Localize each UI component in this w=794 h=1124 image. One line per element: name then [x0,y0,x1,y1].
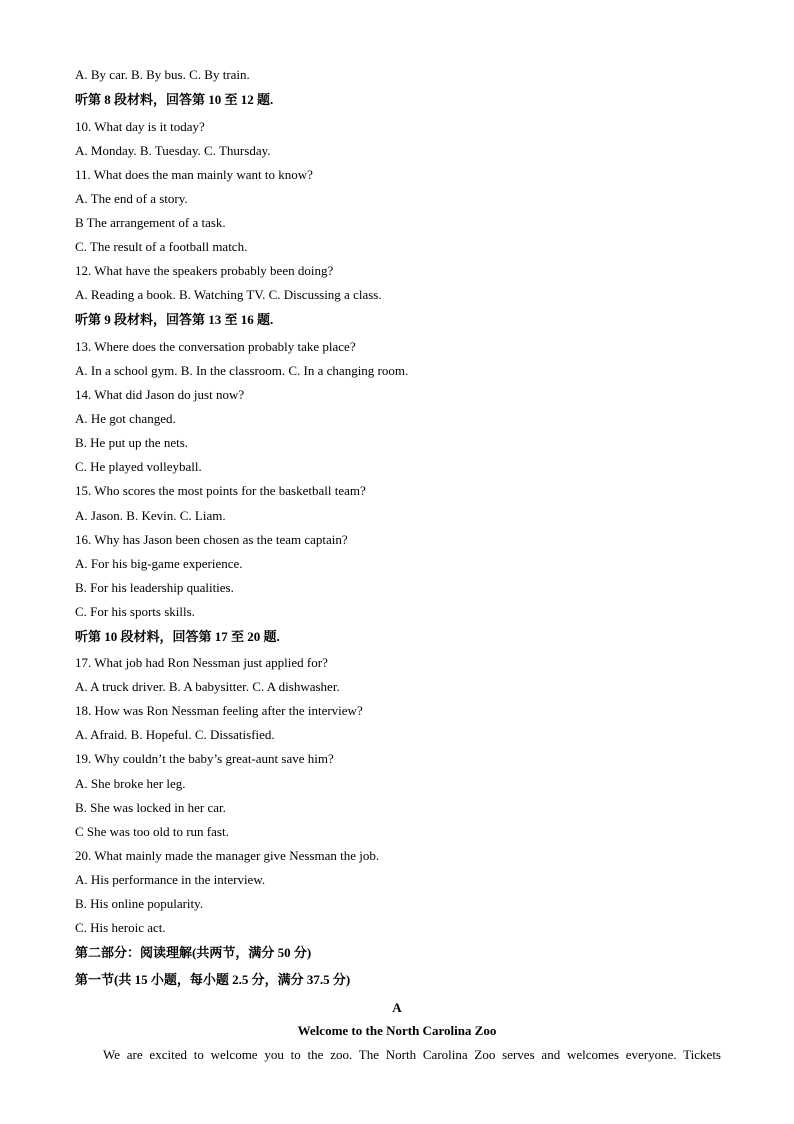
question-12: 12. What have the speakers probably been doing? [75,263,334,278]
question-11: 11. What does the man mainly want to know? [75,167,313,182]
answer-option-q16-b: B. For his leadership qualities. [75,580,234,595]
answer-option-q20-c: C. His heroic act. [75,920,166,935]
answer-options-q12: A. Reading a book. B. Watching TV. C. Discussing a class. [75,287,382,302]
answer-options-q10: A. Monday. B. Tuesday. C. Thursday. [75,143,271,158]
question-10: 10. What day is it today? [75,119,205,134]
question-17: 17. What job had Ron Nessman just applied for? [75,655,328,670]
question-18: 18. How was Ron Nessman feeling after the interview? [75,703,363,718]
passage-label: A [392,1000,402,1015]
answer-option-q20-a: A. His performance in the interview. [75,872,266,887]
section-header-material-10: 听第 10 段材料，回答第 17 至 20 题. [75,629,280,644]
answer-option-q20-b: B. His online popularity. [75,896,204,911]
answer-option-q11-a: A. The end of a story. [75,191,188,206]
passage-title: Welcome to the North Carolina Zoo [297,1023,497,1038]
question-19: 19. Why couldn’t the baby’s great-aunt save him? [75,751,334,766]
answer-option-q11-c: C. The result of a football match. [75,239,248,254]
answer-options-q18: A. Afraid. B. Hopeful. C. Dissatisfied. [75,727,275,742]
section-header-material-9: 听第 9 段材料，回答第 13 至 16 题. [75,312,274,327]
answer-option-q19-c: C She was too old to run fast. [75,824,229,839]
question-16: 16. Why has Jason been chosen as the team captain? [75,532,348,547]
answer-options-q9: A. By car. B. By bus. C. By train. [75,67,250,82]
answer-option-q11-b: B The arrangement of a task. [75,215,226,230]
answer-option-q19-a: A. She broke her leg. [75,776,186,791]
passage-first-line: We are excited to welcome you to the zoo. The North Carolina Zoo serves and welcomes everyone. Tickets [103,1047,721,1062]
answer-option-q19-b: B. She was locked in her car. [75,800,226,815]
answer-options-q17: A. A truck driver. B. A babysitter. C. A dishwasher. [75,679,340,694]
answer-options-q15: A. Jason. B. Kevin. C. Liam. [75,508,226,523]
question-15: 15. Who scores the most points for the basketball team? [75,483,366,498]
section-one-heading: 第一节(共 15 小题，每小题 2.5 分，满分 37.5 分) [75,972,351,987]
part-two-heading: 第二部分：阅读理解(共两节，满分 50 分) [75,945,312,960]
question-20: 20. What mainly made the manager give Nessman the job. [75,848,380,863]
answer-option-q14-b: B. He put up the nets. [75,435,189,450]
answer-options-q13: A. In a school gym. B. In the classroom. C. In a changing room. [75,363,409,378]
question-14: 14. What did Jason do just now? [75,387,245,402]
question-13: 13. Where does the conversation probably take place? [75,339,356,354]
answer-option-q16-a: A. For his big-game experience. [75,556,243,571]
answer-option-q14-a: A. He got changed. [75,411,176,426]
answer-option-q14-c: C. He played volleyball. [75,459,202,474]
answer-option-q16-c: C. For his sports skills. [75,604,195,619]
section-header-material-8: 听第 8 段材料，回答第 10 至 12 题. [75,92,274,107]
